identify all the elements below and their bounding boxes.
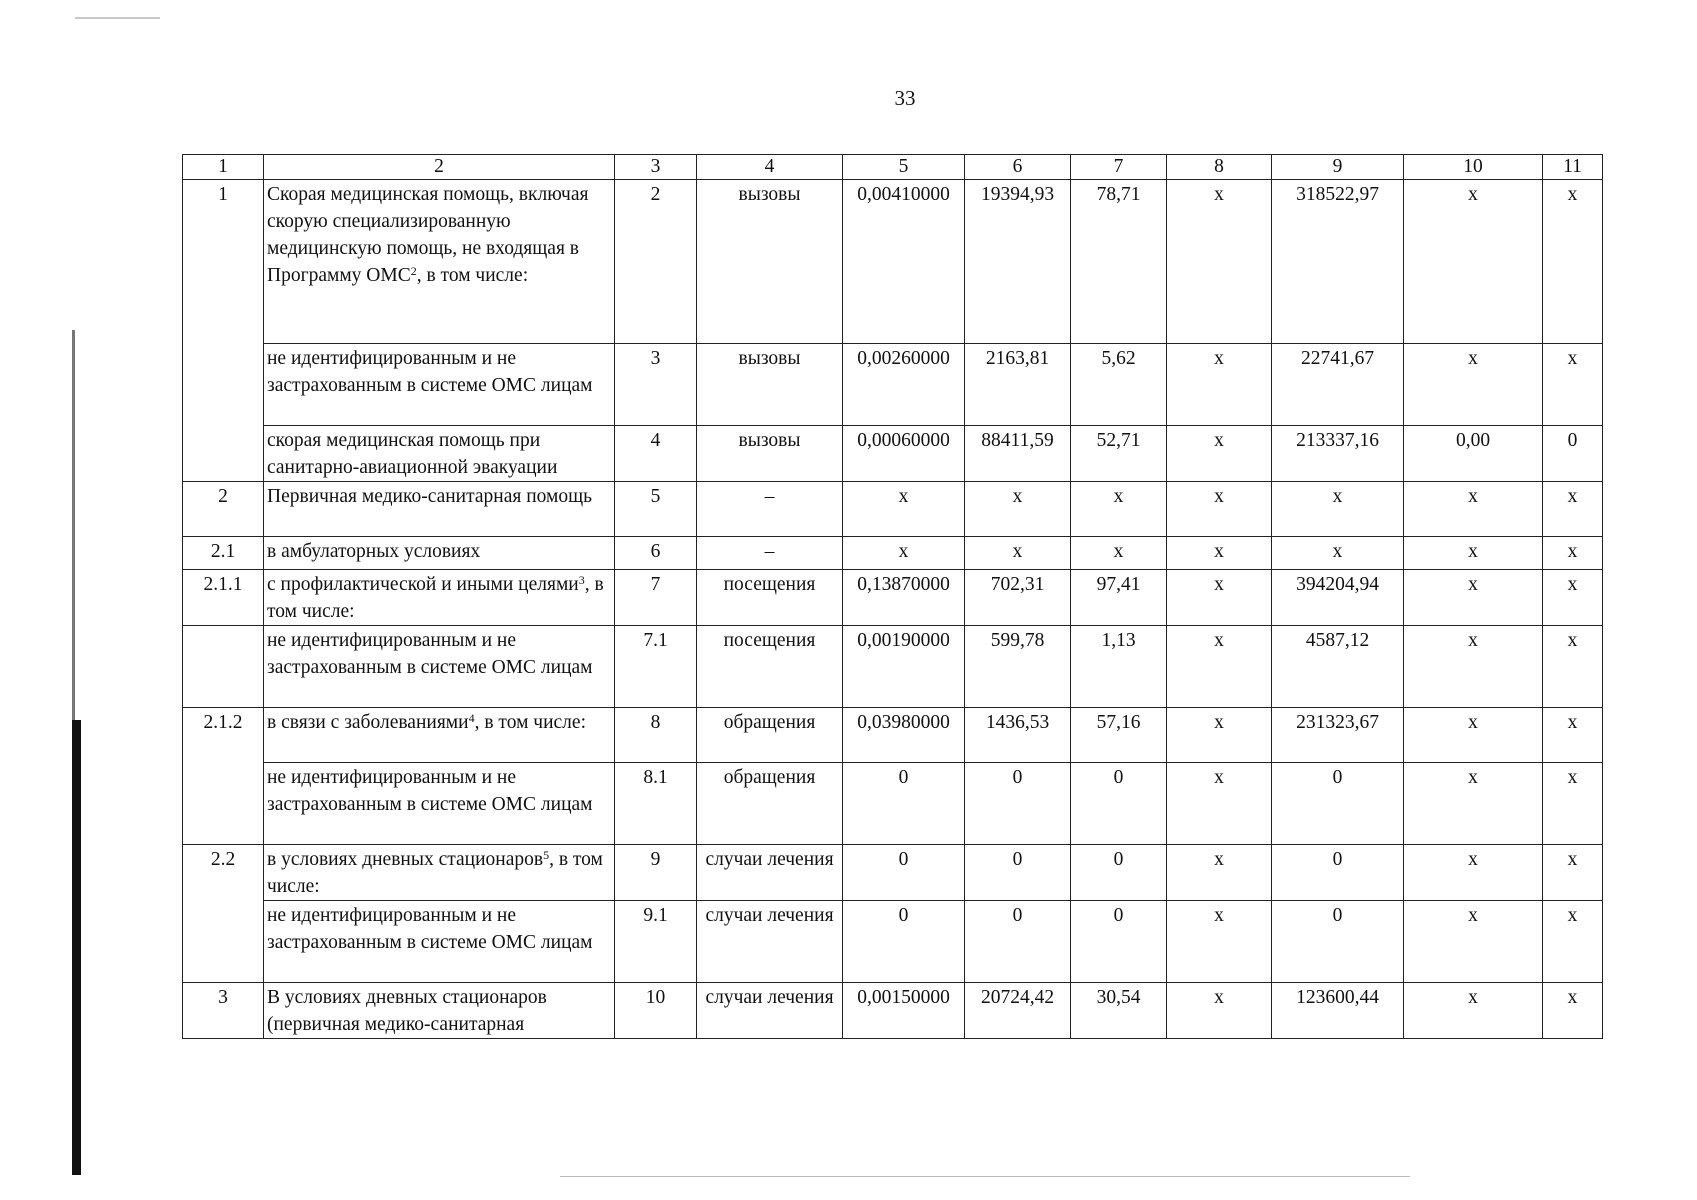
row-value-5: 0,00150000	[843, 983, 965, 1039]
table-row	[183, 901, 1603, 983]
row-value-8: х	[1167, 570, 1272, 626]
table-row	[183, 344, 1603, 426]
row-unit: вызовы	[697, 180, 843, 344]
row-code: 8	[615, 708, 697, 763]
scan-artifact-left-bar	[72, 720, 81, 1175]
row-value-10: х	[1404, 537, 1543, 570]
row-value-7: 5,62	[1071, 344, 1167, 426]
row-value-11: х	[1543, 763, 1603, 845]
table-row	[183, 537, 1603, 570]
row-number	[183, 344, 264, 426]
row-value-11: х	[1543, 901, 1603, 983]
row-value-5: х	[843, 537, 965, 570]
row-value-9: х	[1272, 482, 1404, 537]
footnote-ref: 3	[578, 573, 585, 587]
row-code: 9.1	[615, 901, 697, 983]
table-row	[183, 845, 1603, 901]
row-value-8: х	[1167, 901, 1272, 983]
description-tail: , в том числе:	[267, 849, 603, 897]
row-value-8: х	[1167, 344, 1272, 426]
row-value-6: х	[965, 537, 1071, 570]
row-unit: –	[697, 482, 843, 537]
row-unit: случаи лечения	[697, 845, 843, 901]
row-value-10: х	[1404, 180, 1543, 344]
row-description: не идентифицированным и не застрахованным в системе ОМС лицам	[264, 626, 615, 708]
row-number: 2	[183, 482, 264, 537]
header-cell: 2	[264, 155, 615, 180]
row-number	[183, 901, 264, 983]
row-value-6: 599,78	[965, 626, 1071, 708]
row-code: 9	[615, 845, 697, 901]
row-value-6: 19394,93	[965, 180, 1071, 344]
row-value-5: 0,00060000	[843, 426, 965, 482]
row-value-9: 394204,94	[1272, 570, 1404, 626]
row-value-7: 0	[1071, 763, 1167, 845]
row-unit: посещения	[697, 626, 843, 708]
header-cell: 8	[1167, 155, 1272, 180]
header-cell: 6	[965, 155, 1071, 180]
table-row	[183, 763, 1603, 845]
row-description	[264, 845, 615, 901]
row-value-9: 213337,16	[1272, 426, 1404, 482]
row-value-5: 0	[843, 763, 965, 845]
row-value-8: х	[1167, 763, 1272, 845]
row-number: 3	[183, 983, 264, 1039]
row-number	[183, 426, 264, 482]
header-cell: 7	[1071, 155, 1167, 180]
row-value-8: х	[1167, 845, 1272, 901]
row-value-8: х	[1167, 708, 1272, 763]
row-value-8: х	[1167, 482, 1272, 537]
row-value-7: 30,54	[1071, 983, 1167, 1039]
description-tail: , в том числе:	[416, 265, 529, 286]
scan-artifact-bottom-line	[560, 1176, 1410, 1177]
row-number: 2.1	[183, 537, 264, 570]
row-value-7: х	[1071, 537, 1167, 570]
row-value-9: 22741,67	[1272, 344, 1404, 426]
row-unit: вызовы	[697, 344, 843, 426]
row-value-6: х	[965, 482, 1071, 537]
row-value-9: 231323,67	[1272, 708, 1404, 763]
row-code: 7	[615, 570, 697, 626]
row-code: 3	[615, 344, 697, 426]
page-number: 33	[894, 86, 916, 110]
row-value-11: х	[1543, 626, 1603, 708]
row-description: не идентифицированным и не застрахованным в системе ОМС лицам	[264, 901, 615, 983]
row-code: 4	[615, 426, 697, 482]
row-value-9: 0	[1272, 845, 1404, 901]
row-value-5: 0	[843, 845, 965, 901]
row-value-7: 0	[1071, 901, 1167, 983]
row-value-7: 97,41	[1071, 570, 1167, 626]
table-row	[183, 482, 1603, 537]
row-value-10: х	[1404, 626, 1543, 708]
row-unit: случаи лечения	[697, 983, 843, 1039]
row-value-11: х	[1543, 708, 1603, 763]
row-value-7: 52,71	[1071, 426, 1167, 482]
row-value-5: 0,03980000	[843, 708, 965, 763]
row-value-10: х	[1404, 763, 1543, 845]
description-text: в условиях дневных стационаров	[267, 849, 544, 870]
row-value-8: х	[1167, 180, 1272, 344]
row-description: в амбулаторных условиях	[264, 537, 615, 570]
row-value-9: 318522,97	[1272, 180, 1404, 344]
description-text: Скорая медицинская помощь, включая скорую специализированную медицинскую помощь, не входящая в Программу ОМС	[267, 184, 589, 286]
row-value-9: 123600,44	[1272, 983, 1404, 1039]
row-value-10: х	[1404, 845, 1543, 901]
header-cell: 9	[1272, 155, 1404, 180]
row-unit: посещения	[697, 570, 843, 626]
table-row	[183, 180, 1603, 344]
row-unit: обращения	[697, 763, 843, 845]
row-description: не идентифицированным и не застрахованным в системе ОМС лицам	[264, 344, 615, 426]
row-value-9: 0	[1272, 763, 1404, 845]
row-value-5: 0	[843, 901, 965, 983]
row-value-6: 20724,42	[965, 983, 1071, 1039]
row-value-7: 0	[1071, 845, 1167, 901]
row-value-11: х	[1543, 537, 1603, 570]
row-value-5: 0,00260000	[843, 344, 965, 426]
row-value-8: х	[1167, 426, 1272, 482]
row-description: Первичная медико-санитарная помощь	[264, 482, 615, 537]
row-number: 2.1.2	[183, 708, 264, 763]
row-code: 2	[615, 180, 697, 344]
header-cell: 3	[615, 155, 697, 180]
row-value-7: 78,71	[1071, 180, 1167, 344]
row-number: 1	[183, 180, 264, 344]
row-code: 8.1	[615, 763, 697, 845]
row-description: В условиях дневных стационаров (первичная медико-санитарная	[264, 983, 615, 1039]
row-value-11: х	[1543, 845, 1603, 901]
row-value-6: 1436,53	[965, 708, 1071, 763]
row-value-6: 2163,81	[965, 344, 1071, 426]
row-description: не идентифицированным и не застрахованным в системе ОМС лицам	[264, 763, 615, 845]
row-value-6: 0	[965, 845, 1071, 901]
row-value-11: х	[1543, 570, 1603, 626]
header-cell: 11	[1543, 155, 1603, 180]
row-value-9: 4587,12	[1272, 626, 1404, 708]
table-row	[183, 983, 1603, 1039]
row-unit: –	[697, 537, 843, 570]
row-value-10: 0,00	[1404, 426, 1543, 482]
row-description	[264, 570, 615, 626]
row-value-10: х	[1404, 482, 1543, 537]
scan-artifact-top	[75, 17, 160, 19]
row-value-10: х	[1404, 983, 1543, 1039]
table-row	[183, 426, 1603, 482]
header-cell: 1	[183, 155, 264, 180]
data-table	[182, 154, 1603, 1039]
row-value-6: 0	[965, 763, 1071, 845]
row-number: 2.2	[183, 845, 264, 901]
row-description	[264, 180, 615, 344]
header-cell: 10	[1404, 155, 1543, 180]
row-value-10: х	[1404, 344, 1543, 426]
row-value-11: х	[1543, 983, 1603, 1039]
description-tail: , в том числе:	[267, 574, 604, 622]
row-value-7: 57,16	[1071, 708, 1167, 763]
description-text: в связи с заболеваниями	[267, 712, 469, 733]
row-value-10: х	[1404, 708, 1543, 763]
table-row	[183, 626, 1603, 708]
row-code: 7.1	[615, 626, 697, 708]
row-unit: обращения	[697, 708, 843, 763]
row-unit: вызовы	[697, 426, 843, 482]
row-value-7: х	[1071, 482, 1167, 537]
footnote-ref: 2	[410, 264, 417, 278]
description-tail: , в том числе:	[474, 712, 586, 733]
row-value-9: х	[1272, 537, 1404, 570]
row-value-8: х	[1167, 537, 1272, 570]
row-value-8: х	[1167, 983, 1272, 1039]
row-value-5: 0,00190000	[843, 626, 965, 708]
table-row	[183, 708, 1603, 763]
footnote-ref: 5	[543, 848, 550, 862]
header-cell: 4	[697, 155, 843, 180]
row-value-11: х	[1543, 344, 1603, 426]
row-description	[264, 708, 615, 763]
header-row	[183, 155, 1603, 180]
row-value-11: х	[1543, 482, 1603, 537]
row-value-10: х	[1404, 901, 1543, 983]
row-code: 10	[615, 983, 697, 1039]
row-number: 2.1.1	[183, 570, 264, 626]
row-value-11: х	[1543, 180, 1603, 344]
row-value-6: 702,31	[965, 570, 1071, 626]
row-code: 5	[615, 482, 697, 537]
row-code: 6	[615, 537, 697, 570]
table-row	[183, 570, 1603, 626]
row-value-5: 0,13870000	[843, 570, 965, 626]
row-value-5: 0,00410000	[843, 180, 965, 344]
row-value-5: х	[843, 482, 965, 537]
row-number	[183, 763, 264, 845]
row-number	[183, 626, 264, 708]
row-value-7: 1,13	[1071, 626, 1167, 708]
row-description: скорая медицинская помощь при санитарно-авиационной эвакуации	[264, 426, 615, 482]
row-value-11: 0	[1543, 426, 1603, 482]
row-unit: случаи лечения	[697, 901, 843, 983]
row-value-9: 0	[1272, 901, 1404, 983]
header-cell: 5	[843, 155, 965, 180]
description-text: с профилактической и иными целями	[267, 574, 579, 595]
row-value-10: х	[1404, 570, 1543, 626]
row-value-6: 0	[965, 901, 1071, 983]
row-value-6: 88411,59	[965, 426, 1071, 482]
footnote-ref: 4	[468, 711, 475, 725]
row-value-8: х	[1167, 626, 1272, 708]
